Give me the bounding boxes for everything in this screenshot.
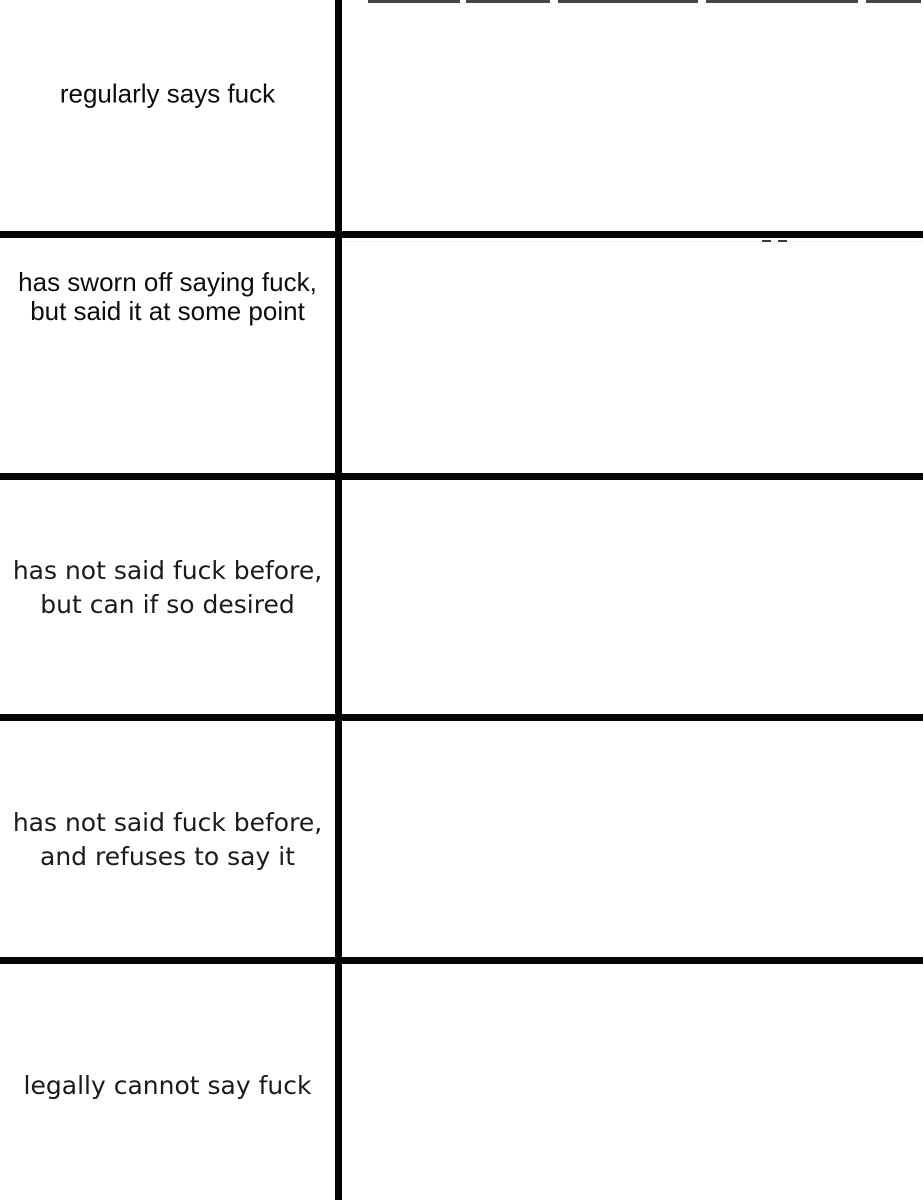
crop-artifact-strip: [368, 0, 460, 3]
crop-artifact-speckles: [345, 241, 923, 242]
image-slot-row-4: [342, 721, 923, 957]
crop-artifact-strip: [558, 0, 698, 3]
crop-artifact-strip: [866, 0, 921, 3]
row-label-5: [0, 1069, 335, 1103]
row-label-3-line-2: but can if so desired: [40, 590, 295, 619]
row-divider-line-3: [0, 714, 923, 721]
image-slot-row-1: [342, 4, 923, 231]
row-label-2-line-1: has sworn off saying fuck,: [18, 267, 317, 297]
row-label-1: [0, 80, 335, 109]
row-label-3-line-1: has not said fuck before,: [12, 556, 323, 585]
image-slot-row-3: [342, 480, 923, 714]
row-label-5-line-1: legally cannot say fuck: [23, 1071, 312, 1100]
crop-artifact-dash: [762, 240, 771, 242]
row-divider-line-1: [0, 231, 923, 238]
row-label-2: [0, 268, 335, 326]
row-label-4: [0, 806, 335, 874]
image-slot-row-5: [342, 964, 923, 1200]
row-label-4-line-1: has not said fuck before,: [12, 808, 323, 837]
image-slot-row-2: [342, 238, 923, 473]
row-divider-line-4: [0, 957, 923, 964]
row-label-1-line-1: regularly says fuck: [59, 78, 276, 109]
column-divider-line: [335, 0, 342, 1200]
row-label-3: [0, 554, 335, 622]
row-label-4-line-2: and refuses to say it: [40, 842, 295, 871]
row-divider-line-2: [0, 473, 923, 480]
crop-artifact-strip: [466, 0, 550, 3]
crop-artifact-strip: [706, 0, 858, 3]
crop-artifact-dash: [778, 240, 787, 242]
row-label-2-line-2: but said it at some point: [30, 296, 305, 326]
